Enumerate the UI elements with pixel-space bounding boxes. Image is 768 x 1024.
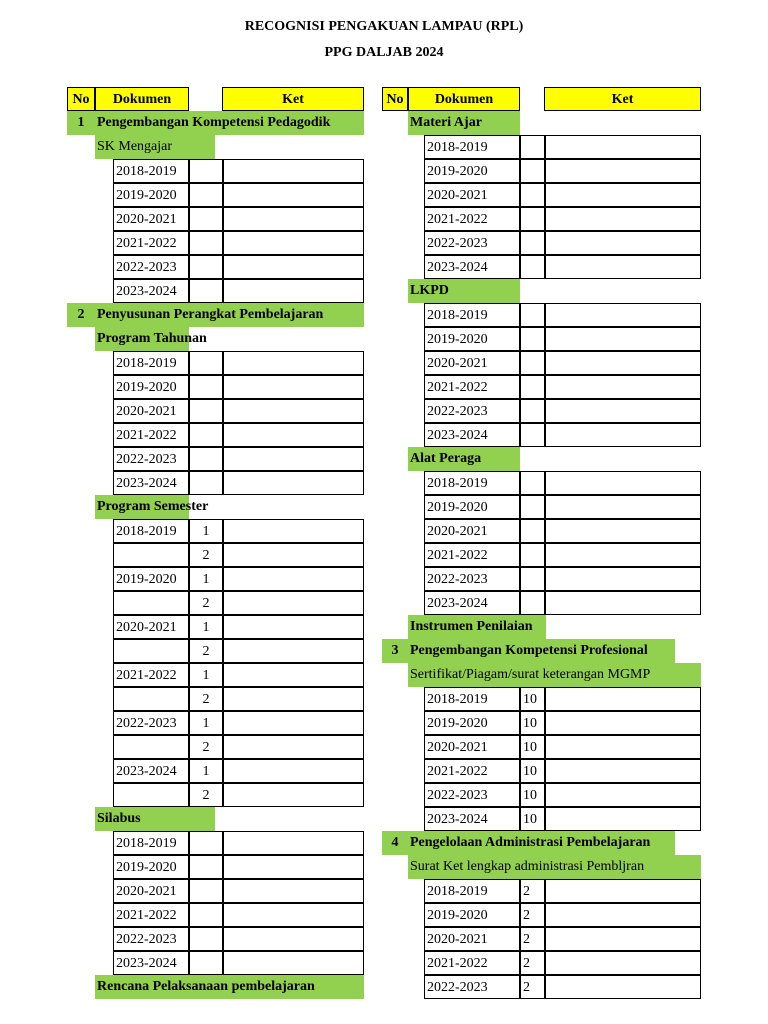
year-cell: 2019-2020 — [113, 567, 189, 591]
year-cell: 2018-2019 — [113, 351, 189, 375]
year-cell: 2018-2019 — [113, 831, 189, 855]
value-cell — [189, 951, 223, 975]
subsection-title: Materi Ajar — [408, 111, 520, 135]
ket-cell — [223, 615, 364, 639]
value-cell — [520, 135, 545, 159]
value-cell — [189, 159, 223, 183]
year-cell: 2023-2024 — [424, 591, 520, 615]
ket-cell — [545, 231, 701, 255]
header-ket: Ket — [544, 87, 701, 111]
year-cell: 2018-2019 — [424, 471, 520, 495]
value-cell — [520, 351, 545, 375]
value-cell: 2 — [189, 639, 223, 663]
value-cell — [520, 471, 545, 495]
subsection-title: Alat Peraga — [408, 447, 520, 471]
value-cell: 10 — [520, 687, 545, 711]
year-cell: 2020-2021 — [424, 927, 520, 951]
ket-cell — [545, 567, 701, 591]
value-cell — [520, 327, 545, 351]
ket-cell — [545, 591, 701, 615]
year-cell — [113, 591, 189, 615]
ket-cell — [223, 759, 364, 783]
ket-cell — [545, 903, 701, 927]
ket-cell — [223, 903, 364, 927]
year-cell: 2021-2022 — [113, 423, 189, 447]
value-cell: 2 — [520, 903, 545, 927]
ket-cell — [545, 135, 701, 159]
year-cell: 2019-2020 — [113, 183, 189, 207]
value-cell — [189, 423, 223, 447]
year-cell: 2022-2023 — [424, 975, 520, 999]
value-cell — [520, 375, 545, 399]
value-cell: 1 — [189, 759, 223, 783]
year-cell: 2020-2021 — [424, 183, 520, 207]
section-number: 2 — [77, 307, 85, 322]
year-cell: 2019-2020 — [424, 903, 520, 927]
year-cell: 2018-2019 — [424, 879, 520, 903]
year-cell: 2019-2020 — [113, 855, 189, 879]
value-cell: 1 — [189, 711, 223, 735]
year-cell: 2023-2024 — [424, 255, 520, 279]
ket-cell — [223, 471, 364, 495]
ket-cell — [223, 831, 364, 855]
ket-cell — [223, 543, 364, 567]
subsection-title: LKPD — [408, 279, 520, 303]
header-no: No — [382, 87, 408, 111]
year-cell: 2022-2023 — [424, 231, 520, 255]
year-cell: 2020-2021 — [113, 879, 189, 903]
value-cell: 2 — [189, 735, 223, 759]
value-cell: 2 — [520, 927, 545, 951]
ket-cell — [545, 351, 701, 375]
year-cell: 2022-2023 — [113, 927, 189, 951]
value-cell — [189, 879, 223, 903]
ket-cell — [545, 183, 701, 207]
year-cell: 2019-2020 — [424, 711, 520, 735]
value-cell: 2 — [189, 543, 223, 567]
section-title: Pengelolaan Administrasi Pembelajaran — [410, 835, 651, 850]
document-title: RECOGNISI PENGAKUAN LAMPAU (RPL) — [244, 19, 524, 34]
ket-cell — [223, 687, 364, 711]
header-ket: Ket — [222, 87, 364, 111]
value-cell — [520, 159, 545, 183]
year-cell: 2023-2024 — [424, 423, 520, 447]
ket-cell — [223, 255, 364, 279]
value-cell — [189, 255, 223, 279]
year-cell: 2022-2023 — [424, 567, 520, 591]
year-cell — [113, 783, 189, 807]
ket-cell — [545, 759, 701, 783]
ket-cell — [223, 183, 364, 207]
year-cell: 2019-2020 — [424, 159, 520, 183]
ket-cell — [223, 519, 364, 543]
ket-cell — [545, 495, 701, 519]
ket-cell — [223, 663, 364, 687]
section-number: 4 — [391, 835, 399, 850]
value-cell — [189, 231, 223, 255]
value-cell: 1 — [189, 615, 223, 639]
ket-cell — [545, 519, 701, 543]
ket-cell — [223, 279, 364, 303]
document-subtitle: PPG DALJAB 2024 — [324, 45, 444, 60]
ket-cell — [545, 423, 701, 447]
ket-cell — [223, 375, 364, 399]
subsection-title: Program Tahunan — [95, 327, 189, 351]
value-cell — [189, 903, 223, 927]
section-number: 1 — [77, 115, 85, 130]
header-dokumen: Dokumen — [95, 87, 189, 111]
value-cell — [520, 255, 545, 279]
year-cell: 2020-2021 — [113, 615, 189, 639]
value-cell: 2 — [189, 783, 223, 807]
year-cell: 2020-2021 — [424, 519, 520, 543]
ket-cell — [223, 735, 364, 759]
value-cell: 10 — [520, 759, 545, 783]
year-cell: 2020-2021 — [424, 351, 520, 375]
year-cell: 2020-2021 — [113, 207, 189, 231]
ket-cell — [545, 327, 701, 351]
ket-cell — [545, 375, 701, 399]
subsection-title: SK Mengajar — [95, 135, 215, 159]
value-cell: 10 — [520, 735, 545, 759]
year-cell: 2021-2022 — [424, 375, 520, 399]
value-cell — [520, 303, 545, 327]
year-cell — [113, 735, 189, 759]
year-cell — [113, 639, 189, 663]
ket-cell — [545, 879, 701, 903]
header-dokumen: Dokumen — [408, 87, 520, 111]
subsection-title: Surat Ket lengkap administrasi Pembljran — [408, 855, 701, 879]
year-cell: 2021-2022 — [424, 543, 520, 567]
value-cell: 2 — [189, 591, 223, 615]
year-cell: 2021-2022 — [424, 207, 520, 231]
year-cell: 2023-2024 — [113, 951, 189, 975]
year-cell: 2022-2023 — [424, 783, 520, 807]
value-cell — [189, 375, 223, 399]
value-cell — [520, 207, 545, 231]
value-cell — [189, 831, 223, 855]
ket-cell — [545, 207, 701, 231]
value-cell — [520, 591, 545, 615]
value-cell — [520, 495, 545, 519]
subsection-title: Sertifikat/Piagam/surat keterangan MGMP — [408, 663, 701, 687]
year-cell: 2021-2022 — [113, 231, 189, 255]
year-cell: 2021-2022 — [424, 951, 520, 975]
subsection-title: Rencana Pelaksanaan pembelajaran — [95, 975, 364, 999]
year-cell: 2023-2024 — [113, 471, 189, 495]
value-cell: 1 — [189, 519, 223, 543]
ket-cell — [223, 711, 364, 735]
value-cell — [520, 231, 545, 255]
ket-cell — [545, 783, 701, 807]
value-cell: 2 — [520, 975, 545, 999]
ket-cell — [223, 783, 364, 807]
ket-cell — [545, 951, 701, 975]
value-cell — [189, 927, 223, 951]
value-cell — [189, 351, 223, 375]
year-cell: 2021-2022 — [113, 663, 189, 687]
value-cell — [189, 183, 223, 207]
header-no: No — [67, 87, 95, 111]
subsection-title: Silabus — [95, 807, 215, 831]
value-cell: 2 — [520, 879, 545, 903]
value-cell — [189, 855, 223, 879]
value-cell: 10 — [520, 807, 545, 831]
value-cell — [520, 519, 545, 543]
ket-cell — [223, 159, 364, 183]
year-cell: 2018-2019 — [424, 303, 520, 327]
ket-cell — [223, 591, 364, 615]
year-cell — [113, 687, 189, 711]
ket-cell — [223, 207, 364, 231]
year-cell: 2023-2024 — [113, 759, 189, 783]
ket-cell — [223, 567, 364, 591]
ket-cell — [223, 423, 364, 447]
value-cell — [189, 399, 223, 423]
value-cell — [189, 447, 223, 471]
year-cell: 2020-2021 — [424, 735, 520, 759]
value-cell — [520, 567, 545, 591]
ket-cell — [223, 351, 364, 375]
value-cell: 10 — [520, 711, 545, 735]
ket-cell — [545, 687, 701, 711]
year-cell — [113, 543, 189, 567]
value-cell — [520, 399, 545, 423]
year-cell: 2019-2020 — [424, 495, 520, 519]
year-cell: 2018-2019 — [424, 135, 520, 159]
year-cell: 2022-2023 — [113, 255, 189, 279]
value-cell — [520, 423, 545, 447]
ket-cell — [223, 399, 364, 423]
ket-cell — [545, 807, 701, 831]
year-cell: 2018-2019 — [424, 687, 520, 711]
ket-cell — [545, 735, 701, 759]
year-cell: 2019-2020 — [424, 327, 520, 351]
year-cell: 2023-2024 — [113, 279, 189, 303]
value-cell — [189, 207, 223, 231]
year-cell: 2020-2021 — [113, 399, 189, 423]
value-cell — [520, 183, 545, 207]
value-cell: 2 — [520, 951, 545, 975]
ket-cell — [545, 159, 701, 183]
ket-cell — [545, 399, 701, 423]
ket-cell — [545, 471, 701, 495]
value-cell: 1 — [189, 567, 223, 591]
ket-cell — [545, 255, 701, 279]
ket-cell — [223, 639, 364, 663]
ket-cell — [223, 447, 364, 471]
year-cell: 2022-2023 — [113, 711, 189, 735]
ket-cell — [545, 543, 701, 567]
year-cell: 2022-2023 — [113, 447, 189, 471]
subsection-title: Program Semester — [95, 495, 189, 519]
ket-cell — [223, 879, 364, 903]
year-cell: 2023-2024 — [424, 807, 520, 831]
ket-cell — [545, 711, 701, 735]
year-cell: 2022-2023 — [424, 399, 520, 423]
value-cell: 10 — [520, 783, 545, 807]
ket-cell — [223, 231, 364, 255]
value-cell — [189, 471, 223, 495]
year-cell: 2021-2022 — [113, 903, 189, 927]
value-cell: 1 — [189, 663, 223, 687]
year-cell: 2018-2019 — [113, 519, 189, 543]
ket-cell — [223, 927, 364, 951]
ket-cell — [545, 975, 701, 999]
year-cell: 2021-2022 — [424, 759, 520, 783]
value-cell — [520, 543, 545, 567]
year-cell: 2018-2019 — [113, 159, 189, 183]
ket-cell — [545, 303, 701, 327]
section-title: Pengembangan Kompetensi Profesional — [410, 643, 648, 658]
ket-cell — [223, 855, 364, 879]
year-cell: 2019-2020 — [113, 375, 189, 399]
ket-cell — [223, 951, 364, 975]
section-number: 3 — [391, 643, 399, 658]
ket-cell — [545, 927, 701, 951]
value-cell — [189, 279, 223, 303]
section-title: Pengembangan Kompetensi Pedagodik — [97, 115, 331, 130]
value-cell: 2 — [189, 687, 223, 711]
section-title: Penyusunan Perangkat Pembelajaran — [97, 307, 324, 322]
subsection-title: Instrumen Penilaian — [408, 615, 546, 639]
